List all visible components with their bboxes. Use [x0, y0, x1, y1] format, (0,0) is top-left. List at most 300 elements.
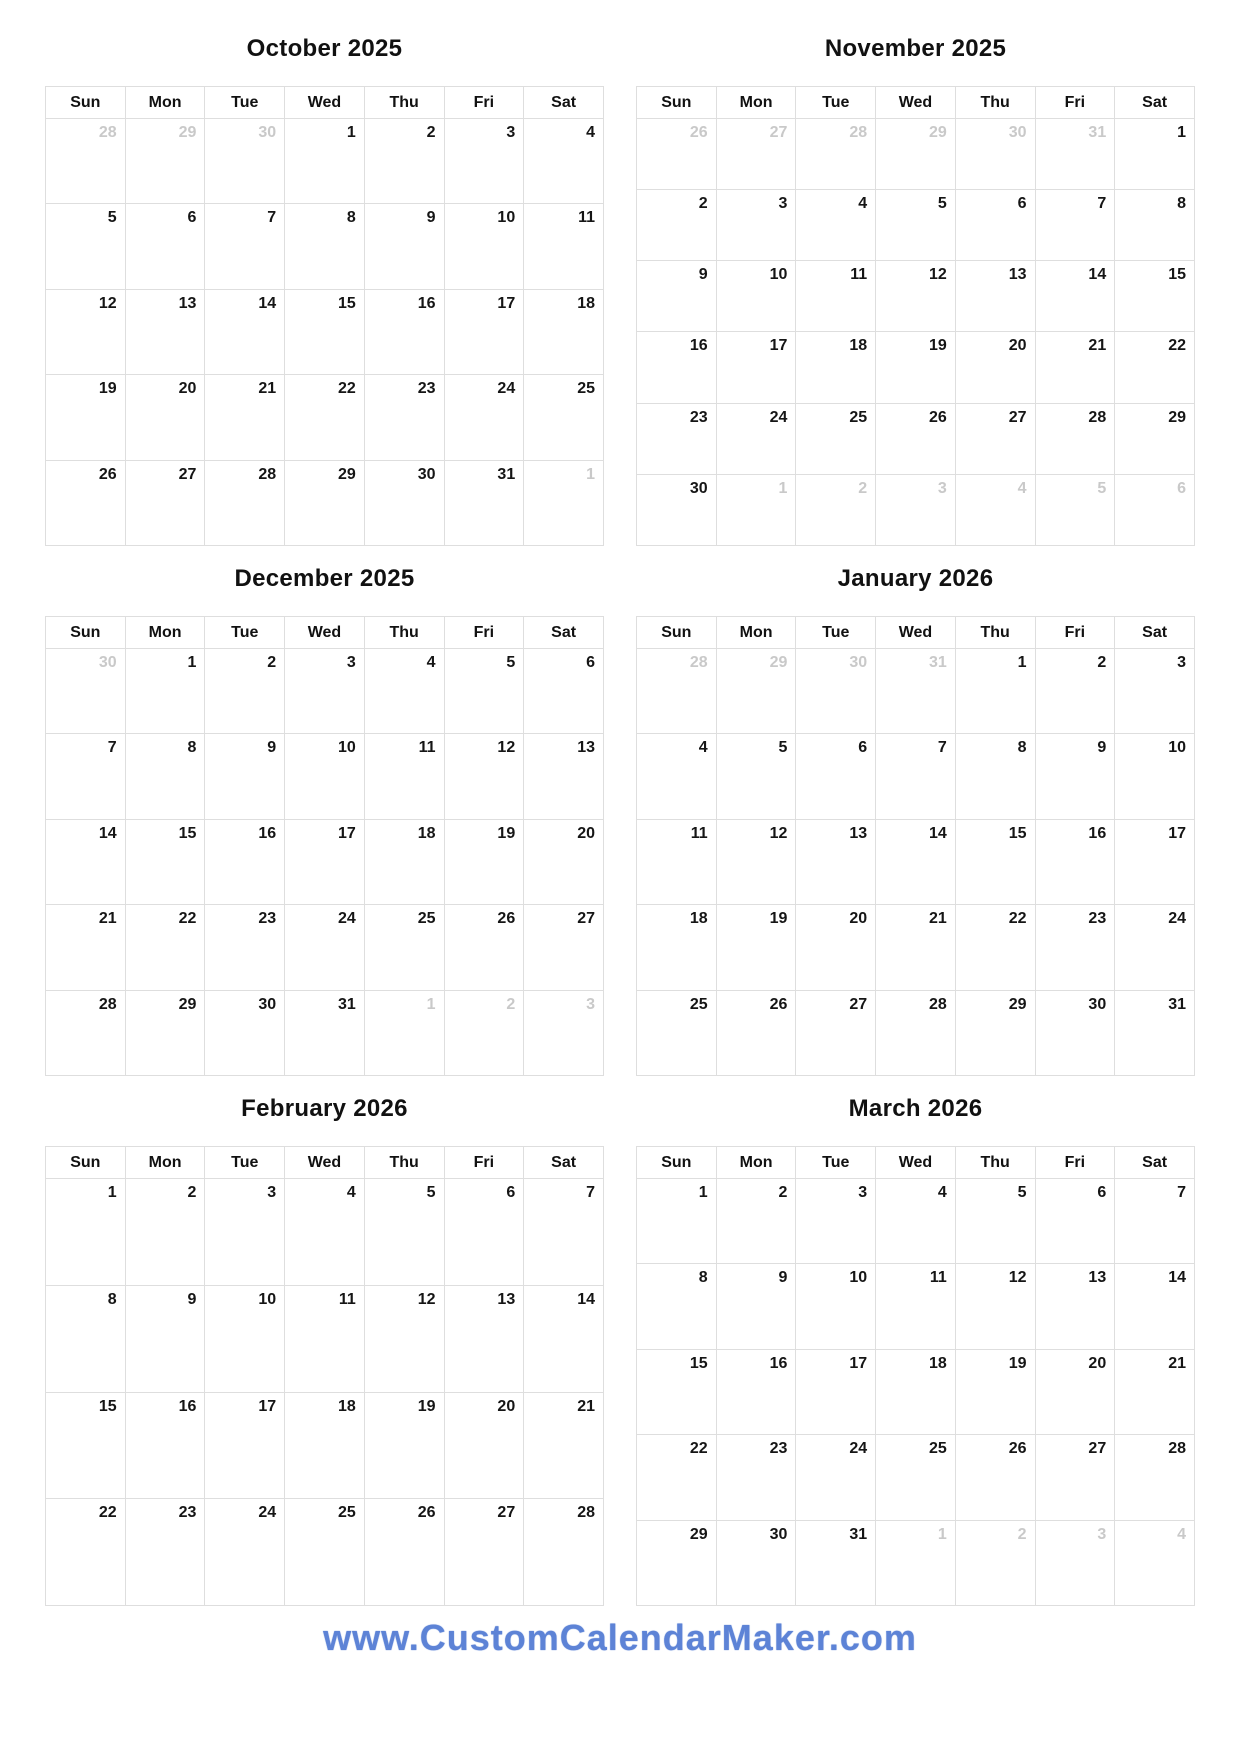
week-row: [46, 905, 604, 990]
weekday-header: Sun: [637, 1147, 717, 1179]
day-cell-adjacent-month: 28: [637, 649, 717, 734]
day-cell: 6: [125, 204, 205, 289]
day-cell: 15: [1115, 261, 1195, 332]
week-row: [637, 474, 1195, 545]
day-cell: 12: [716, 819, 796, 904]
day-cell: 6: [955, 190, 1035, 261]
day-cell: 8: [1115, 190, 1195, 261]
weekday-header: Thu: [955, 617, 1035, 649]
day-cell: 21: [46, 905, 126, 990]
week-row: [637, 1179, 1195, 1264]
weekday-header: Thu: [955, 87, 1035, 119]
weekday-header: Wed: [285, 87, 365, 119]
day-cell: 23: [716, 1435, 796, 1520]
day-cell: 13: [955, 261, 1035, 332]
day-cell: 11: [285, 1285, 365, 1392]
day-cell: 12: [364, 1285, 444, 1392]
day-cell: 7: [876, 734, 956, 819]
weekday-header: Thu: [364, 617, 444, 649]
day-cell: 18: [285, 1392, 365, 1499]
day-cell: 6: [1035, 1179, 1115, 1264]
day-cell: 19: [444, 819, 524, 904]
weekday-header: Sun: [46, 1147, 126, 1179]
day-cell: 10: [796, 1264, 876, 1349]
day-cell: 14: [1035, 261, 1115, 332]
day-cell-adjacent-month: 28: [796, 119, 876, 190]
day-cell: 19: [876, 332, 956, 403]
day-cell: 28: [205, 460, 285, 545]
week-row: [637, 819, 1195, 904]
day-cell: 17: [796, 1349, 876, 1434]
day-cell: 5: [876, 190, 956, 261]
day-cell: 10: [1115, 734, 1195, 819]
day-cell: 21: [1115, 1349, 1195, 1434]
weekday-header: Mon: [716, 1147, 796, 1179]
day-cell: 1: [125, 649, 205, 734]
day-cell: 12: [444, 734, 524, 819]
day-cell: 28: [1035, 403, 1115, 474]
week-row: [637, 1520, 1195, 1605]
weekday-header: Fri: [444, 617, 524, 649]
day-cell: 9: [125, 1285, 205, 1392]
day-cell: 2: [205, 649, 285, 734]
day-cell: 29: [285, 460, 365, 545]
day-cell: 1: [955, 649, 1035, 734]
day-cell: 18: [876, 1349, 956, 1434]
weekday-header: Fri: [1035, 617, 1115, 649]
day-cell: 16: [205, 819, 285, 904]
day-cell: 28: [524, 1499, 604, 1606]
day-cell: 13: [444, 1285, 524, 1392]
day-cell: 29: [1115, 403, 1195, 474]
day-cell: 8: [285, 204, 365, 289]
week-row: [46, 990, 604, 1075]
day-cell: 17: [716, 332, 796, 403]
day-cell: 26: [364, 1499, 444, 1606]
day-cell-adjacent-month: 31: [876, 649, 956, 734]
day-cell: 19: [716, 905, 796, 990]
day-cell-adjacent-month: 30: [955, 119, 1035, 190]
weekday-header-row: [46, 1147, 604, 1179]
day-cell: 3: [285, 649, 365, 734]
weekday-header: Sat: [524, 1147, 604, 1179]
day-cell: 6: [524, 649, 604, 734]
day-cell-adjacent-month: 4: [955, 474, 1035, 545]
day-cell: 21: [876, 905, 956, 990]
day-cell: 14: [876, 819, 956, 904]
day-cell: 27: [444, 1499, 524, 1606]
day-cell: 8: [637, 1264, 717, 1349]
day-cell: 31: [444, 460, 524, 545]
day-cell-adjacent-month: 2: [955, 1520, 1035, 1605]
day-cell: 24: [716, 403, 796, 474]
day-cell: 14: [524, 1285, 604, 1392]
day-cell: 19: [46, 375, 126, 460]
day-cell: 15: [46, 1392, 126, 1499]
day-cell-adjacent-month: 29: [716, 649, 796, 734]
day-cell: 28: [1115, 1435, 1195, 1520]
day-cell: 26: [716, 990, 796, 1075]
weekday-header-row: [637, 617, 1195, 649]
day-cell: 6: [796, 734, 876, 819]
weekday-header: Sun: [46, 617, 126, 649]
day-cell: 3: [1115, 649, 1195, 734]
day-cell: 29: [955, 990, 1035, 1075]
day-cell: 5: [46, 204, 126, 289]
day-cell: 30: [205, 990, 285, 1075]
day-cell: 11: [637, 819, 717, 904]
week-row: [46, 460, 604, 545]
day-cell: 3: [205, 1179, 285, 1286]
day-cell: 16: [1035, 819, 1115, 904]
day-cell: 31: [796, 1520, 876, 1605]
day-cell: 18: [524, 289, 604, 374]
day-cell: 7: [46, 734, 126, 819]
day-cell: 4: [285, 1179, 365, 1286]
day-cell: 27: [796, 990, 876, 1075]
month-title: March 2026: [848, 1095, 983, 1122]
day-cell: 31: [285, 990, 365, 1075]
day-cell: 16: [716, 1349, 796, 1434]
day-cell: 25: [637, 990, 717, 1075]
day-cell: 21: [205, 375, 285, 460]
month-table: [45, 1146, 604, 1606]
day-cell: 4: [876, 1179, 956, 1264]
week-row: [46, 119, 604, 204]
week-row: [637, 990, 1195, 1075]
weekday-header: Tue: [796, 87, 876, 119]
week-row: [46, 1285, 604, 1392]
weekday-header: Wed: [876, 617, 956, 649]
day-cell-adjacent-month: 2: [796, 474, 876, 545]
day-cell: 8: [46, 1285, 126, 1392]
weekday-header: Sat: [1115, 617, 1195, 649]
month-title: December 2025: [234, 565, 415, 592]
day-cell: 20: [1035, 1349, 1115, 1434]
day-cell: 27: [125, 460, 205, 545]
weekday-header: Wed: [876, 1147, 956, 1179]
day-cell: 21: [524, 1392, 604, 1499]
day-cell: 13: [524, 734, 604, 819]
day-cell: 4: [796, 190, 876, 261]
day-cell: 4: [364, 649, 444, 734]
month-title: January 2026: [837, 565, 994, 592]
day-cell: 15: [125, 819, 205, 904]
day-cell: 14: [46, 819, 126, 904]
day-cell: 19: [955, 1349, 1035, 1434]
day-cell: 5: [444, 649, 524, 734]
day-cell: 30: [1035, 990, 1115, 1075]
weekday-header: Tue: [205, 1147, 285, 1179]
day-cell: 22: [285, 375, 365, 460]
week-row: [46, 1499, 604, 1606]
day-cell: 8: [125, 734, 205, 819]
day-cell: 12: [955, 1264, 1035, 1349]
day-cell: 7: [524, 1179, 604, 1286]
week-row: [637, 119, 1195, 190]
months-grid: [45, 34, 1195, 1606]
day-cell: 5: [716, 734, 796, 819]
day-cell: 3: [796, 1179, 876, 1264]
day-cell: 20: [524, 819, 604, 904]
weekday-header: Mon: [125, 617, 205, 649]
day-cell: 28: [46, 990, 126, 1075]
weekday-header: Tue: [796, 617, 876, 649]
day-cell-adjacent-month: 5: [1035, 474, 1115, 545]
watermark-link[interactable]: www.CustomCalendarMaker.com: [323, 1617, 917, 1658]
month-december-2025: [45, 564, 604, 1076]
weekday-header-row: [46, 87, 604, 119]
day-cell: 25: [796, 403, 876, 474]
month-january-2026: [636, 564, 1195, 1076]
day-cell-adjacent-month: 30: [205, 119, 285, 204]
week-row: [46, 375, 604, 460]
weekday-header: Sat: [524, 617, 604, 649]
day-cell: 2: [1035, 649, 1115, 734]
month-title: February 2026: [241, 1095, 408, 1122]
day-cell: 5: [955, 1179, 1035, 1264]
day-cell: 4: [524, 119, 604, 204]
day-cell: 10: [444, 204, 524, 289]
day-cell: 16: [637, 332, 717, 403]
day-cell: 2: [125, 1179, 205, 1286]
week-row: [637, 905, 1195, 990]
day-cell: 18: [637, 905, 717, 990]
weekday-header: Sun: [637, 617, 717, 649]
day-cell-adjacent-month: 1: [364, 990, 444, 1075]
day-cell: 21: [1035, 332, 1115, 403]
day-cell: 14: [205, 289, 285, 374]
day-cell: 31: [1115, 990, 1195, 1075]
day-cell: 26: [876, 403, 956, 474]
day-cell: 24: [796, 1435, 876, 1520]
day-cell: 1: [46, 1179, 126, 1286]
day-cell: 17: [205, 1392, 285, 1499]
weekday-header: Fri: [444, 1147, 524, 1179]
day-cell-adjacent-month: 29: [876, 119, 956, 190]
day-cell: 30: [637, 474, 717, 545]
month-title: November 2025: [824, 35, 1007, 62]
day-cell: 13: [796, 819, 876, 904]
day-cell: 17: [1115, 819, 1195, 904]
day-cell: 25: [876, 1435, 956, 1520]
weekday-header-row: [637, 87, 1195, 119]
day-cell: 1: [285, 119, 365, 204]
month-table: [45, 616, 604, 1076]
day-cell-adjacent-month: 30: [46, 649, 126, 734]
day-cell: 17: [285, 819, 365, 904]
day-cell-adjacent-month: 31: [1035, 119, 1115, 190]
day-cell: 10: [205, 1285, 285, 1392]
day-cell: 27: [524, 905, 604, 990]
day-cell: 27: [1035, 1435, 1115, 1520]
day-cell: 20: [125, 375, 205, 460]
day-cell: 18: [364, 819, 444, 904]
weekday-header: Sat: [524, 87, 604, 119]
weekday-header: Fri: [444, 87, 524, 119]
day-cell: 22: [125, 905, 205, 990]
day-cell: 30: [364, 460, 444, 545]
week-row: [637, 332, 1195, 403]
day-cell: 17: [444, 289, 524, 374]
week-row: [46, 1392, 604, 1499]
week-row: [46, 649, 604, 734]
day-cell: 22: [637, 1435, 717, 1520]
day-cell: 24: [205, 1499, 285, 1606]
day-cell: 9: [637, 261, 717, 332]
weekday-header: Wed: [285, 1147, 365, 1179]
month-table: [636, 1146, 1195, 1606]
week-row: [46, 289, 604, 374]
weekday-header: Tue: [205, 87, 285, 119]
day-cell: 16: [125, 1392, 205, 1499]
day-cell-adjacent-month: 30: [796, 649, 876, 734]
day-cell: 2: [716, 1179, 796, 1264]
day-cell: 23: [205, 905, 285, 990]
month-march-2026: [636, 1094, 1195, 1606]
day-cell: 3: [444, 119, 524, 204]
week-row: [46, 734, 604, 819]
month-title: October 2025: [246, 35, 403, 62]
weekday-header: Mon: [125, 87, 205, 119]
day-cell: 26: [46, 460, 126, 545]
weekday-header: Sat: [1115, 1147, 1195, 1179]
day-cell: 22: [46, 1499, 126, 1606]
day-cell: 9: [364, 204, 444, 289]
week-row: [637, 734, 1195, 819]
day-cell: 15: [955, 819, 1035, 904]
week-row: [637, 1264, 1195, 1349]
day-cell: 25: [285, 1499, 365, 1606]
day-cell: 11: [524, 204, 604, 289]
day-cell: 11: [876, 1264, 956, 1349]
day-cell: 29: [125, 990, 205, 1075]
day-cell: 9: [716, 1264, 796, 1349]
month-february-2026: [45, 1094, 604, 1606]
weekday-header: Thu: [955, 1147, 1035, 1179]
day-cell-adjacent-month: 3: [524, 990, 604, 1075]
day-cell: 28: [876, 990, 956, 1075]
day-cell-adjacent-month: 1: [524, 460, 604, 545]
day-cell: 20: [796, 905, 876, 990]
day-cell: 7: [1115, 1179, 1195, 1264]
month-october-2025: [45, 34, 604, 546]
week-row: [46, 819, 604, 904]
day-cell-adjacent-month: 29: [125, 119, 205, 204]
day-cell: 3: [716, 190, 796, 261]
day-cell: 11: [364, 734, 444, 819]
weekday-header: Mon: [716, 617, 796, 649]
day-cell-adjacent-month: 1: [716, 474, 796, 545]
day-cell: 4: [637, 734, 717, 819]
day-cell: 9: [1035, 734, 1115, 819]
weekday-header: Sat: [1115, 87, 1195, 119]
weekday-header: Tue: [796, 1147, 876, 1179]
week-row: [46, 204, 604, 289]
weekday-header: Thu: [364, 1147, 444, 1179]
day-cell: 2: [364, 119, 444, 204]
weekday-header: Tue: [205, 617, 285, 649]
week-row: [637, 261, 1195, 332]
day-cell-adjacent-month: 6: [1115, 474, 1195, 545]
day-cell: 23: [1035, 905, 1115, 990]
weekday-header-row: [637, 1147, 1195, 1179]
day-cell: 23: [364, 375, 444, 460]
day-cell: 15: [637, 1349, 717, 1434]
day-cell: 20: [955, 332, 1035, 403]
day-cell: 25: [364, 905, 444, 990]
day-cell: 15: [285, 289, 365, 374]
month-november-2025: [636, 34, 1195, 546]
day-cell-adjacent-month: 1: [876, 1520, 956, 1605]
day-cell: 24: [1115, 905, 1195, 990]
day-cell: 27: [955, 403, 1035, 474]
day-cell: 10: [716, 261, 796, 332]
day-cell-adjacent-month: 26: [637, 119, 717, 190]
day-cell: 24: [285, 905, 365, 990]
day-cell-adjacent-month: 3: [876, 474, 956, 545]
day-cell: 14: [1115, 1264, 1195, 1349]
day-cell: 12: [876, 261, 956, 332]
month-table: [636, 86, 1195, 546]
day-cell-adjacent-month: 4: [1115, 1520, 1195, 1605]
weekday-header: Thu: [364, 87, 444, 119]
day-cell: 26: [955, 1435, 1035, 1520]
day-cell: 9: [205, 734, 285, 819]
week-row: [637, 190, 1195, 261]
weekday-header: Fri: [1035, 1147, 1115, 1179]
day-cell: 16: [364, 289, 444, 374]
day-cell: 13: [1035, 1264, 1115, 1349]
day-cell: 22: [1115, 332, 1195, 403]
weekday-header-row: [46, 617, 604, 649]
day-cell: 19: [364, 1392, 444, 1499]
day-cell: 23: [637, 403, 717, 474]
day-cell: 22: [955, 905, 1035, 990]
day-cell: 10: [285, 734, 365, 819]
week-row: [637, 1435, 1195, 1520]
day-cell: 2: [637, 190, 717, 261]
day-cell: 7: [205, 204, 285, 289]
week-row: [637, 649, 1195, 734]
day-cell: 1: [637, 1179, 717, 1264]
weekday-header: Mon: [716, 87, 796, 119]
day-cell-adjacent-month: 28: [46, 119, 126, 204]
weekday-header: Wed: [285, 617, 365, 649]
day-cell: 23: [125, 1499, 205, 1606]
weekday-header: Sun: [46, 87, 126, 119]
day-cell: 13: [125, 289, 205, 374]
day-cell: 11: [796, 261, 876, 332]
weekday-header: Fri: [1035, 87, 1115, 119]
weekday-header: Wed: [876, 87, 956, 119]
day-cell: 1: [1115, 119, 1195, 190]
day-cell-adjacent-month: 2: [444, 990, 524, 1075]
month-table: [636, 616, 1195, 1076]
week-row: [637, 1349, 1195, 1434]
day-cell: 24: [444, 375, 524, 460]
weekday-header: Mon: [125, 1147, 205, 1179]
day-cell: 18: [796, 332, 876, 403]
day-cell: 20: [444, 1392, 524, 1499]
day-cell: 26: [444, 905, 524, 990]
day-cell: 6: [444, 1179, 524, 1286]
day-cell-adjacent-month: 3: [1035, 1520, 1115, 1605]
day-cell: 7: [1035, 190, 1115, 261]
day-cell: 8: [955, 734, 1035, 819]
day-cell: 12: [46, 289, 126, 374]
weekday-header: Sun: [637, 87, 717, 119]
